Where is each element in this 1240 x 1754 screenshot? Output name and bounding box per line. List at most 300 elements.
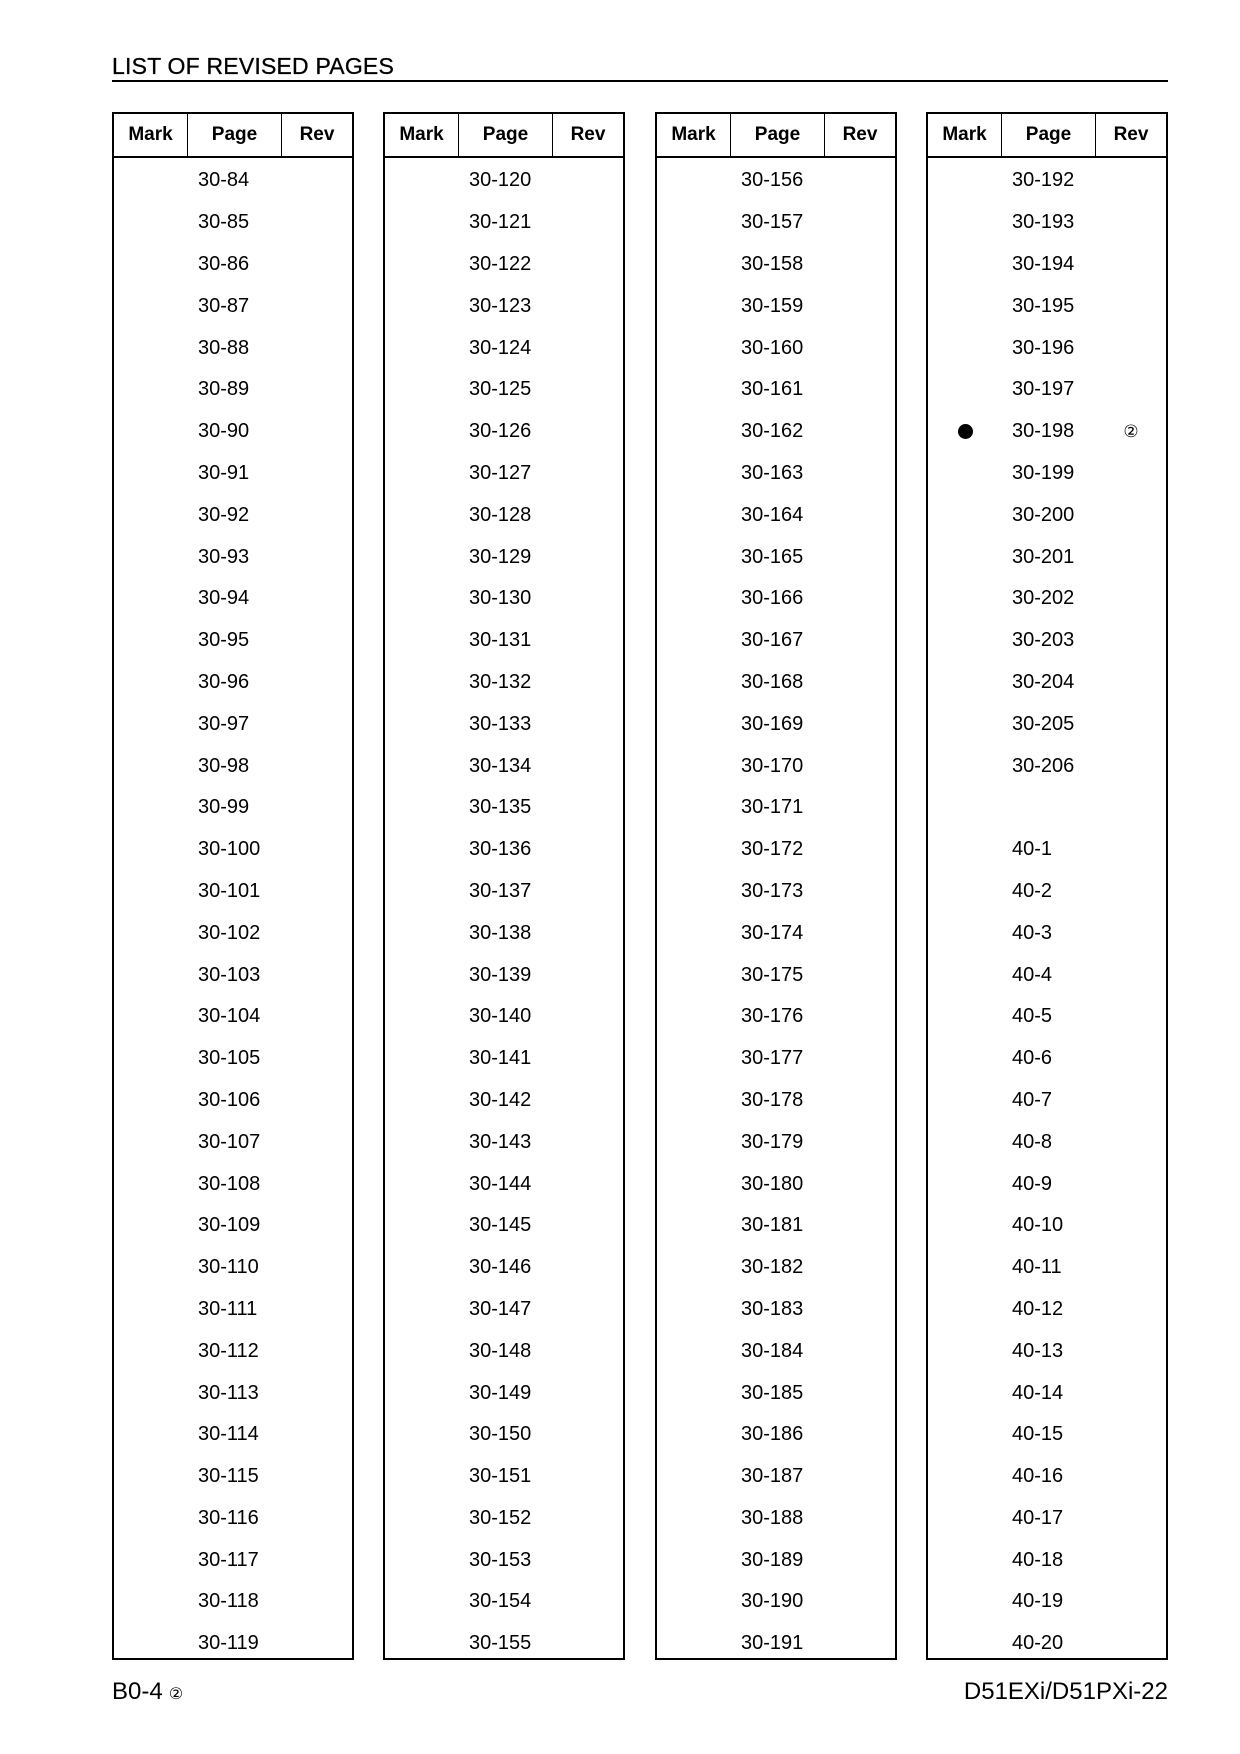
table-row bbox=[657, 745, 895, 787]
cell-page: 30-189 bbox=[741, 1548, 804, 1571]
cell-page: 30-94 bbox=[198, 587, 250, 610]
table-row bbox=[385, 620, 623, 662]
cell-page: 30-100 bbox=[198, 838, 261, 861]
revised-pages-columns bbox=[112, 112, 1168, 1662]
table-row bbox=[114, 536, 352, 578]
table-row bbox=[657, 494, 895, 536]
table-row bbox=[657, 1330, 895, 1372]
cell-page: 30-119 bbox=[198, 1632, 259, 1655]
table-row bbox=[928, 996, 1166, 1038]
cell-page: 30-178 bbox=[741, 1088, 804, 1111]
table-row bbox=[928, 327, 1166, 369]
table-row bbox=[385, 954, 623, 996]
table-row bbox=[928, 1205, 1166, 1247]
table-row bbox=[114, 662, 352, 704]
cell-page: 30-201 bbox=[1012, 545, 1075, 568]
cell-page: 30-155 bbox=[469, 1632, 532, 1655]
table-row bbox=[928, 578, 1166, 620]
cell-page: 40-12 bbox=[1012, 1297, 1064, 1320]
header-page: Page bbox=[731, 114, 825, 156]
cell-page: 30-196 bbox=[1012, 336, 1075, 359]
header-mark: Mark bbox=[114, 114, 188, 156]
cell-page: 30-191 bbox=[741, 1632, 804, 1655]
cell-page: 30-204 bbox=[1012, 670, 1075, 693]
cell-page: 30-141 bbox=[469, 1047, 532, 1070]
cell-page: 30-157 bbox=[741, 211, 804, 234]
table-row bbox=[385, 1456, 623, 1498]
table-row bbox=[385, 1539, 623, 1581]
table-row bbox=[928, 1539, 1166, 1581]
table-row bbox=[114, 494, 352, 536]
table-row bbox=[928, 662, 1166, 704]
table-row bbox=[114, 912, 352, 954]
cell-page: 30-151 bbox=[469, 1465, 532, 1488]
table-row bbox=[928, 1038, 1166, 1080]
table-row bbox=[928, 1330, 1166, 1372]
cell-page: 30-97 bbox=[198, 712, 250, 735]
cell-page: 30-154 bbox=[469, 1590, 532, 1613]
cell-page: 30-103 bbox=[198, 963, 261, 986]
table-row bbox=[385, 578, 623, 620]
cell-page: 30-106 bbox=[198, 1088, 261, 1111]
revision-column-1 bbox=[112, 112, 354, 1660]
table-row bbox=[385, 411, 623, 453]
table-row bbox=[385, 202, 623, 244]
cell-page: 30-199 bbox=[1012, 461, 1075, 484]
cell-page: 40-11 bbox=[1012, 1256, 1062, 1279]
cell-page: 40-5 bbox=[1012, 1005, 1053, 1028]
cell-page: 30-107 bbox=[198, 1130, 261, 1153]
cell-page: 30-116 bbox=[198, 1506, 259, 1529]
cell-page: 30-150 bbox=[469, 1423, 532, 1446]
cell-page: 30-183 bbox=[741, 1297, 804, 1320]
cell-page: 30-181 bbox=[741, 1214, 804, 1237]
cell-page: 40-10 bbox=[1012, 1214, 1064, 1237]
table-row bbox=[657, 871, 895, 913]
table-row bbox=[385, 1581, 623, 1623]
cell-page: 40-18 bbox=[1012, 1548, 1064, 1571]
cell-page: 40-4 bbox=[1012, 963, 1053, 986]
cell-page: 30-168 bbox=[741, 670, 804, 693]
cell-page: 30-145 bbox=[469, 1214, 532, 1237]
cell-page: 30-152 bbox=[469, 1506, 532, 1529]
table-row bbox=[385, 787, 623, 829]
column-header bbox=[928, 114, 1166, 158]
cell-page: 40-8 bbox=[1012, 1130, 1053, 1153]
table-row bbox=[928, 453, 1166, 495]
cell-page: 30-122 bbox=[469, 252, 532, 275]
table-row bbox=[114, 285, 352, 327]
table-row bbox=[114, 327, 352, 369]
cell-page: 40-3 bbox=[1012, 921, 1053, 944]
cell-page: 30-89 bbox=[198, 378, 250, 401]
table-row bbox=[928, 1163, 1166, 1205]
table-row bbox=[657, 703, 895, 745]
cell-page: 30-173 bbox=[741, 879, 804, 902]
table-row bbox=[114, 1414, 352, 1456]
cell-page: 30-172 bbox=[741, 838, 804, 861]
table-row bbox=[385, 662, 623, 704]
cell-page: 30-144 bbox=[469, 1172, 532, 1195]
cell-page: 30-195 bbox=[1012, 294, 1075, 317]
cell-page: 30-136 bbox=[469, 838, 532, 861]
table-row bbox=[657, 620, 895, 662]
table-row bbox=[928, 369, 1166, 411]
revised-mark-dot-icon bbox=[928, 424, 1002, 439]
cell-page: 30-156 bbox=[741, 169, 804, 192]
table-row bbox=[114, 787, 352, 829]
cell-page: 30-180 bbox=[741, 1172, 804, 1195]
cell-page: 30-170 bbox=[741, 754, 804, 777]
table-row bbox=[657, 160, 895, 202]
table-row bbox=[114, 703, 352, 745]
table-row bbox=[114, 1163, 352, 1205]
header-mark: Mark bbox=[928, 114, 1002, 156]
header-page: Page bbox=[188, 114, 282, 156]
table-row bbox=[657, 1038, 895, 1080]
table-row bbox=[657, 1289, 895, 1331]
footer-model: D51EXi/D51PXi-22 bbox=[963, 1678, 1168, 1705]
table-row bbox=[657, 1121, 895, 1163]
cell-page: 30-167 bbox=[741, 629, 804, 652]
table-row bbox=[114, 996, 352, 1038]
table-row bbox=[385, 1498, 623, 1540]
table-row bbox=[385, 1247, 623, 1289]
cell-page: 40-14 bbox=[1012, 1381, 1064, 1404]
table-row bbox=[928, 912, 1166, 954]
cell-page: 30-114 bbox=[198, 1423, 259, 1446]
cell-page: 40-9 bbox=[1012, 1172, 1053, 1195]
table-row bbox=[385, 327, 623, 369]
cell-page: 30-123 bbox=[469, 294, 532, 317]
table-row bbox=[114, 578, 352, 620]
cell-page: 30-84 bbox=[198, 169, 250, 192]
cell-page: 30-190 bbox=[741, 1590, 804, 1613]
table-row bbox=[928, 1247, 1166, 1289]
table-row bbox=[385, 1330, 623, 1372]
cell-page: 30-171 bbox=[741, 796, 804, 819]
table-row bbox=[928, 1581, 1166, 1623]
table-row bbox=[928, 1372, 1166, 1414]
cell-page: 30-135 bbox=[469, 796, 532, 819]
table-row bbox=[657, 912, 895, 954]
cell-page: 30-188 bbox=[741, 1506, 804, 1529]
table-row bbox=[928, 1498, 1166, 1540]
cell-page: 30-169 bbox=[741, 712, 804, 735]
cell-page: 30-98 bbox=[198, 754, 250, 777]
table-row bbox=[657, 285, 895, 327]
table-row bbox=[928, 536, 1166, 578]
table-row bbox=[385, 1623, 623, 1665]
table-row bbox=[114, 244, 352, 286]
table-row bbox=[114, 160, 352, 202]
table-row bbox=[657, 411, 895, 453]
cell-page: 30-166 bbox=[741, 587, 804, 610]
cell-page: 30-161 bbox=[741, 378, 804, 401]
table-row bbox=[114, 745, 352, 787]
cell-page: 30-200 bbox=[1012, 503, 1075, 526]
table-row bbox=[657, 1623, 895, 1665]
footer-page-id bbox=[112, 1677, 183, 1710]
column-header bbox=[657, 114, 895, 158]
cell-page: 30-131 bbox=[469, 629, 532, 652]
cell-page: 30-198 bbox=[1012, 420, 1075, 443]
table-row bbox=[385, 1080, 623, 1122]
table-row bbox=[385, 1372, 623, 1414]
cell-page: 30-160 bbox=[741, 336, 804, 359]
table-row bbox=[657, 327, 895, 369]
cell-page: 30-175 bbox=[741, 963, 804, 986]
table-row bbox=[928, 1080, 1166, 1122]
cell-page: 30-118 bbox=[198, 1590, 259, 1613]
table-row bbox=[114, 1121, 352, 1163]
cell-page: 30-137 bbox=[469, 879, 532, 902]
table-row bbox=[657, 1372, 895, 1414]
cell-page: 30-143 bbox=[469, 1130, 532, 1153]
header-rev: Rev bbox=[842, 124, 878, 145]
header-page: Page bbox=[1002, 114, 1096, 156]
table-row bbox=[385, 871, 623, 913]
cell-page: 30-205 bbox=[1012, 712, 1075, 735]
table-row bbox=[928, 494, 1166, 536]
table-row bbox=[114, 954, 352, 996]
header-mark: Mark bbox=[657, 114, 731, 156]
cell-page: 30-163 bbox=[741, 461, 804, 484]
cell-page: 30-126 bbox=[469, 420, 532, 443]
table-row bbox=[928, 411, 1166, 453]
table-row bbox=[385, 912, 623, 954]
table-row bbox=[385, 1121, 623, 1163]
cell-page: 40-2 bbox=[1012, 879, 1053, 902]
table-row bbox=[657, 202, 895, 244]
table-row bbox=[114, 1539, 352, 1581]
table-row bbox=[385, 285, 623, 327]
cell-page: 30-93 bbox=[198, 545, 250, 568]
table-row bbox=[657, 369, 895, 411]
cell-page: 40-1 bbox=[1012, 838, 1053, 861]
table-row bbox=[657, 829, 895, 871]
cell-page: 30-159 bbox=[741, 294, 804, 317]
table-row bbox=[385, 996, 623, 1038]
cell-page: 30-85 bbox=[198, 211, 250, 234]
table-row bbox=[657, 244, 895, 286]
table-row bbox=[385, 829, 623, 871]
table-row bbox=[657, 787, 895, 829]
table-row bbox=[385, 536, 623, 578]
cell-page: 30-158 bbox=[741, 252, 804, 275]
table-row bbox=[928, 954, 1166, 996]
table-row bbox=[114, 1247, 352, 1289]
table-row bbox=[385, 1289, 623, 1331]
table-row bbox=[928, 1623, 1166, 1665]
cell-page: 30-134 bbox=[469, 754, 532, 777]
cell-page: 30-162 bbox=[741, 420, 804, 443]
cell-page: 30-128 bbox=[469, 503, 532, 526]
table-row bbox=[114, 411, 352, 453]
cell-page: 30-115 bbox=[198, 1465, 259, 1488]
table-row bbox=[928, 202, 1166, 244]
cell-page: 30-193 bbox=[1012, 211, 1075, 234]
cell-page: 30-177 bbox=[741, 1047, 804, 1070]
cell-page: 30-179 bbox=[741, 1130, 804, 1153]
cell-page: 30-142 bbox=[469, 1088, 532, 1111]
table-row bbox=[385, 160, 623, 202]
cell-page: 30-187 bbox=[741, 1465, 804, 1488]
table-row bbox=[114, 1623, 352, 1665]
column-header bbox=[114, 114, 352, 158]
column-header bbox=[385, 114, 623, 158]
table-row bbox=[114, 369, 352, 411]
table-row bbox=[657, 453, 895, 495]
table-row bbox=[114, 1498, 352, 1540]
cell-page: 30-202 bbox=[1012, 587, 1075, 610]
table-row bbox=[928, 745, 1166, 787]
cell-page: 30-88 bbox=[198, 336, 250, 359]
table-row bbox=[657, 536, 895, 578]
cell-page: 30-174 bbox=[741, 921, 804, 944]
revision-column-3 bbox=[655, 112, 897, 1660]
table-row bbox=[928, 871, 1166, 913]
table-row bbox=[385, 369, 623, 411]
cell-page: 30-86 bbox=[198, 252, 250, 275]
cell-page: 30-206 bbox=[1012, 754, 1075, 777]
cell-page: 30-91 bbox=[198, 461, 250, 484]
table-row bbox=[114, 1330, 352, 1372]
cell-page: 30-197 bbox=[1012, 378, 1075, 401]
table-row bbox=[657, 1581, 895, 1623]
cell-page: 30-95 bbox=[198, 629, 250, 652]
cell-page: 30-87 bbox=[198, 294, 250, 317]
table-row bbox=[114, 202, 352, 244]
table-row bbox=[114, 1205, 352, 1247]
cell-page: 30-192 bbox=[1012, 169, 1075, 192]
table-row bbox=[114, 829, 352, 871]
cell-page: 30-138 bbox=[469, 921, 532, 944]
table-row bbox=[114, 1581, 352, 1623]
table-row bbox=[385, 1205, 623, 1247]
cell-page: 30-109 bbox=[198, 1214, 261, 1237]
table-row bbox=[114, 620, 352, 662]
cell-page: 30-127 bbox=[469, 461, 532, 484]
cell-page: 40-16 bbox=[1012, 1465, 1064, 1488]
header-rev: Rev bbox=[1113, 124, 1149, 145]
table-row bbox=[928, 703, 1166, 745]
table-row bbox=[657, 1414, 895, 1456]
header-page: Page bbox=[459, 114, 553, 156]
table-row bbox=[928, 620, 1166, 662]
cell-page: 30-90 bbox=[198, 420, 250, 443]
table-row bbox=[657, 1080, 895, 1122]
header-mark: Mark bbox=[385, 114, 459, 156]
table-row bbox=[385, 1038, 623, 1080]
table-row bbox=[657, 1247, 895, 1289]
cell-page: 30-194 bbox=[1012, 252, 1075, 275]
table-row bbox=[928, 160, 1166, 202]
cell-page: 30-140 bbox=[469, 1005, 532, 1028]
cell-page: 30-149 bbox=[469, 1381, 532, 1404]
table-row bbox=[385, 244, 623, 286]
table-row bbox=[385, 1414, 623, 1456]
table-row bbox=[928, 787, 1166, 829]
cell-page: 30-104 bbox=[198, 1005, 261, 1028]
cell-page: 30-146 bbox=[469, 1256, 532, 1279]
cell-page: 30-124 bbox=[469, 336, 532, 359]
table-row bbox=[928, 1414, 1166, 1456]
cell-page: 40-17 bbox=[1012, 1506, 1064, 1529]
cell-page: 30-203 bbox=[1012, 629, 1075, 652]
table-row bbox=[928, 1456, 1166, 1498]
cell-page: 30-132 bbox=[469, 670, 532, 693]
table-row bbox=[657, 578, 895, 620]
page-title: LIST OF REVISED PAGES bbox=[112, 52, 1168, 82]
table-row bbox=[657, 1456, 895, 1498]
cell-page: 30-164 bbox=[741, 503, 804, 526]
cell-page: 30-176 bbox=[741, 1005, 804, 1028]
table-row bbox=[385, 1163, 623, 1205]
header-rev: Rev bbox=[570, 124, 606, 145]
cell-page: 40-15 bbox=[1012, 1423, 1064, 1446]
cell-page: 30-105 bbox=[198, 1047, 261, 1070]
table-row bbox=[385, 745, 623, 787]
cell-page: 30-184 bbox=[741, 1339, 804, 1362]
footer-page-number: B0-4 bbox=[112, 1678, 163, 1705]
cell-page: 40-20 bbox=[1012, 1632, 1064, 1655]
cell-page: 30-182 bbox=[741, 1256, 804, 1279]
table-row bbox=[385, 494, 623, 536]
table-row bbox=[385, 703, 623, 745]
cell-page: 30-186 bbox=[741, 1423, 804, 1446]
table-row bbox=[928, 244, 1166, 286]
cell-page: 40-13 bbox=[1012, 1339, 1064, 1362]
table-row bbox=[657, 954, 895, 996]
revision-column-4 bbox=[926, 112, 1168, 1660]
table-row bbox=[657, 662, 895, 704]
table-row bbox=[928, 829, 1166, 871]
cell-page: 30-130 bbox=[469, 587, 532, 610]
table-row bbox=[114, 1038, 352, 1080]
cell-page: 30-112 bbox=[198, 1339, 259, 1362]
cell-page: 30-96 bbox=[198, 670, 250, 693]
cell-page: 30-153 bbox=[469, 1548, 532, 1571]
cell-page: 30-133 bbox=[469, 712, 532, 735]
cell-page: 30-185 bbox=[741, 1381, 804, 1404]
cell-page: 30-117 bbox=[198, 1548, 259, 1571]
cell-page: 30-165 bbox=[741, 545, 804, 568]
cell-page: 30-120 bbox=[469, 169, 532, 192]
table-row bbox=[114, 1456, 352, 1498]
header-rev: Rev bbox=[299, 124, 335, 145]
table-row bbox=[928, 285, 1166, 327]
cell-page: 30-99 bbox=[198, 796, 250, 819]
table-row bbox=[114, 1289, 352, 1331]
table-row bbox=[114, 1080, 352, 1122]
cell-page: 30-101 bbox=[198, 879, 261, 902]
table-row bbox=[928, 1289, 1166, 1331]
cell-page: 30-108 bbox=[198, 1172, 261, 1195]
table-row bbox=[928, 1121, 1166, 1163]
cell-page: 30-125 bbox=[469, 378, 532, 401]
table-row bbox=[657, 1539, 895, 1581]
cell-page: 30-139 bbox=[469, 963, 532, 986]
cell-page: 40-19 bbox=[1012, 1590, 1064, 1613]
cell-page: 30-121 bbox=[469, 211, 532, 234]
cell-rev: ② bbox=[1123, 421, 1139, 441]
cell-page: 30-113 bbox=[198, 1381, 259, 1404]
revision-column-2 bbox=[383, 112, 625, 1660]
table-row bbox=[114, 453, 352, 495]
table-row bbox=[385, 453, 623, 495]
table-row bbox=[657, 1163, 895, 1205]
